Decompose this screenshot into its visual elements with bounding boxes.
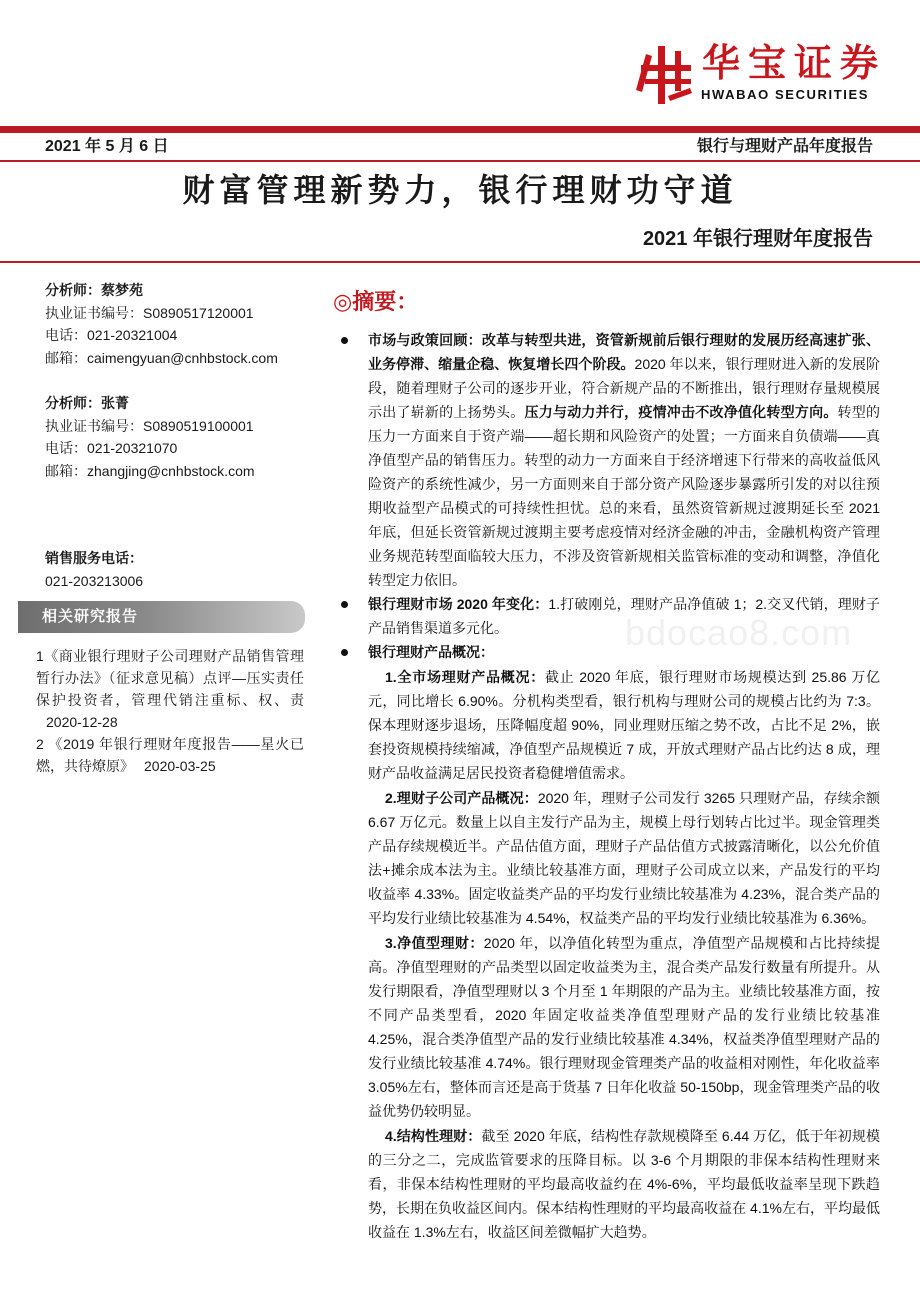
subparagraph-text: 2020 年，以净值化转型为重点，净值型产品规模和占比持续提高。净值型理财的产品类型以固定收益类为主，混合类产品发行数量有所提升。从发行期限看，净值型理财以 3 个月至 1 年期限的产品为主。业绩比较基准方面，按不同产品类型看，2020 年固定收益类净值型理财产品的发行业绩比较基准 4.25%，混合类净值型产品的发行业绩比较基准 4.34%，权益类净值型理财产品的发行业绩比较基准 4.74%。银行理财现金管理类产品的收益相对刚性，年化收益率 3.05%左右，整体而言还是高于货基 7 日年化收益 50-150bp，现金管理类产品的收益优势仍较明显。 [368,935,880,1119]
related-reports-heading: 相关研究报告 [42,608,139,625]
subparagraph-wealth-subsidiaries [368,786,880,930]
report-subtitle: 2021 年银行理财年度报告 [642,228,873,250]
analyst-card [45,392,315,482]
related-report-date: 2020-12-28 [46,714,118,730]
related-report-title: 2 《2019 年银行理财年度报告——星火已燃，共待燎原》 [36,736,304,774]
related-report-date: 2020-03-25 [144,758,216,774]
analyst-cert: 执业证书编号：S0890519100001 [45,417,254,434]
related-reports-list [36,645,304,777]
bullet-lead: 市场与政策回顾：改革与转型共进，资管新规前后银行理财的发展历经高速扩张、业务停滞、缩量企稳、恢复增长四个阶段。 [368,332,880,372]
logo-english-name: HWABAO SECURITIES [701,87,870,102]
analyst-card [45,279,315,369]
hwabao-logo-icon [632,44,694,106]
subparagraph-market-overview [368,665,880,785]
header-rule-bottom [0,261,920,263]
analyst-phone: 电话：021-20321004 [45,327,178,343]
analyst-label: 分析师： [45,395,101,411]
analyst-label: 分析师： [45,282,101,298]
summary-bullet-product-overview [368,640,880,1244]
bullet-lead-secondary: 压力与动力并行，疫情冲击不改净值化转型方向。 [524,404,838,420]
bullet-dot [341,337,348,344]
related-report-title: 1《商业银行理财子公司理财产品销售管理暂行办法》（征求意见稿）点评—压实责任保护投资者，管理代销注重标、权、责 [36,648,304,708]
analyst-email: 邮箱：zhangjing@cnhbstock.com [45,462,255,479]
subparagraph-text: 截至 2020 年底，结构性存款规模降至 6.44 万亿，低于年初规模的三分之二，完成监管要求的压降目标。以 3-6 个月期限的非保本结构性理财来看，非保本结构性理财的平均最高收益约在 4%-6%，平均最低收益率呈现下跌趋势，长期在负收益区间内。保本结构性理财的平均最高收益在 4.1%左右，平均最低收益在 1.3%左右，收益区间差微幅扩大趋势。 [368,1128,880,1240]
summary-bullet-market-changes [368,592,880,640]
bullet-paragraph [368,328,880,592]
analyst-name-line [45,279,315,302]
subparagraph-text: 2020 年，理财子公司发行 3265 只理财产品，存续余额 6.67 万亿元。数量上以自主发行产品为主，规模上母行划转占比过半。现金管理类产品存续规模近半。产品估值方面，理财子产品估值方式披露清晰化，以公允价值法+摊余成本法为主。业绩比较基准方面，理财子公司成立以来，产品发行的平均收益率 4.33%。固定收益类产品的平均发行业绩比较基准为 4.23%，混合类产品的平均发行业绩比较基准为 4.54%，权益类产品的平均发行业绩比较基准为 6.36%。 [368,790,880,926]
company-logo [632,40,894,110]
analyst-cert: 执业证书编号：S0890517120001 [45,304,254,321]
summary-body [368,328,880,1244]
analyst-name: 张菁 [101,395,129,411]
subparagraph-lead: 2.理财子公司产品概况： [385,790,538,806]
logo-chinese-name: 华宝证券 [702,43,887,85]
summary-bullet-market-policy [368,328,880,592]
subparagraph-text: 截止 2020 年底，银行理财市场规模达到 25.86 万亿元，同比增长 6.90%。分机构类型看，银行机构与理财公司的规模占比约为 7:3。保本理财逐步退场，压降幅度超 90%，同业理财压缩之势不改，占比不足 2%，嵌套投资规模持续缩减，净值型产品规模近 7 成，开放式理财产品占比约达 8 成，理财产品收益满足居民投资者稳健增值需求。 [368,669,880,781]
subparagraph-lead: 4.结构性理财： [385,1128,482,1144]
report-date: 2021 年 5 月 6 日 [45,138,169,155]
bullet-paragraph [368,640,880,664]
analyst-email: 邮箱：caimengyuan@cnhbstock.com [45,349,278,366]
bullet-paragraph [368,592,880,640]
bullet-lead: 银行理财产品概况： [368,644,494,660]
related-report-item [36,645,304,733]
sales-contact [45,547,315,592]
bullet-dot [341,649,348,656]
related-report-item [36,733,304,777]
related-reports-header [18,601,305,633]
subparagraph-structured [368,1124,880,1244]
bullet-lead: 银行理财市场 2020 年变化： [368,596,549,612]
subparagraph-lead: 3.净值型理财： [385,935,484,951]
header-rule-middle [0,160,920,162]
bullet-text: 1.打破刚兑，理财产品净值破 1；2.交叉代销，理财子产品销售渠道多元化。 [368,596,880,636]
bullet-text: 2020 年以来，银行理财进入新的发展阶段，随着理财子公司的逐步开业，符合新规产品的不断推出，银行理财存量规模展示出了崭新的上扬势头。 [368,356,881,420]
analyst-phone: 电话：021-20321070 [45,440,178,456]
sales-phone: 021-203213006 [45,572,144,589]
watermark: bdocao8.com [625,612,853,653]
summary-heading: ◎摘要： [333,289,419,314]
analyst-name-line [45,392,315,415]
analyst-name: 蔡梦苑 [101,282,143,298]
bullet-text-secondary: 转型的压力一方面来自于资产端——超长期和风险资产的处置；一方面来自负债端——真净值型产品的销售压力。转型的动力一方面来自于经济增速下行带来的高收益低风险资产的系统性减少，另一方面则来自于部分资产风险逐步暴露所引发的对以往预期收益型产品模式的可持续性担忧。总的来看，虽然资管新规过渡期延长至 2021 年底，但延长资管新规过渡期主要考虑疫情对经济金融的冲击，金融机构资产管理业务规范转型面临较大压力，不涉及资管新规相关监管标准的变动和调整，净值化转型定力依旧。 [368,404,881,588]
report-category: 银行与理财产品年度报告 [696,138,873,155]
sales-label: 销售服务电话： [45,550,143,566]
subparagraph-net-value [368,931,880,1123]
bullet-dot [341,601,348,608]
report-title: 财富管理新势力，银行理财功守道 [182,172,738,208]
subparagraph-lead: 1.全市场理财产品概况： [385,669,546,685]
header-rule-top [0,126,920,133]
